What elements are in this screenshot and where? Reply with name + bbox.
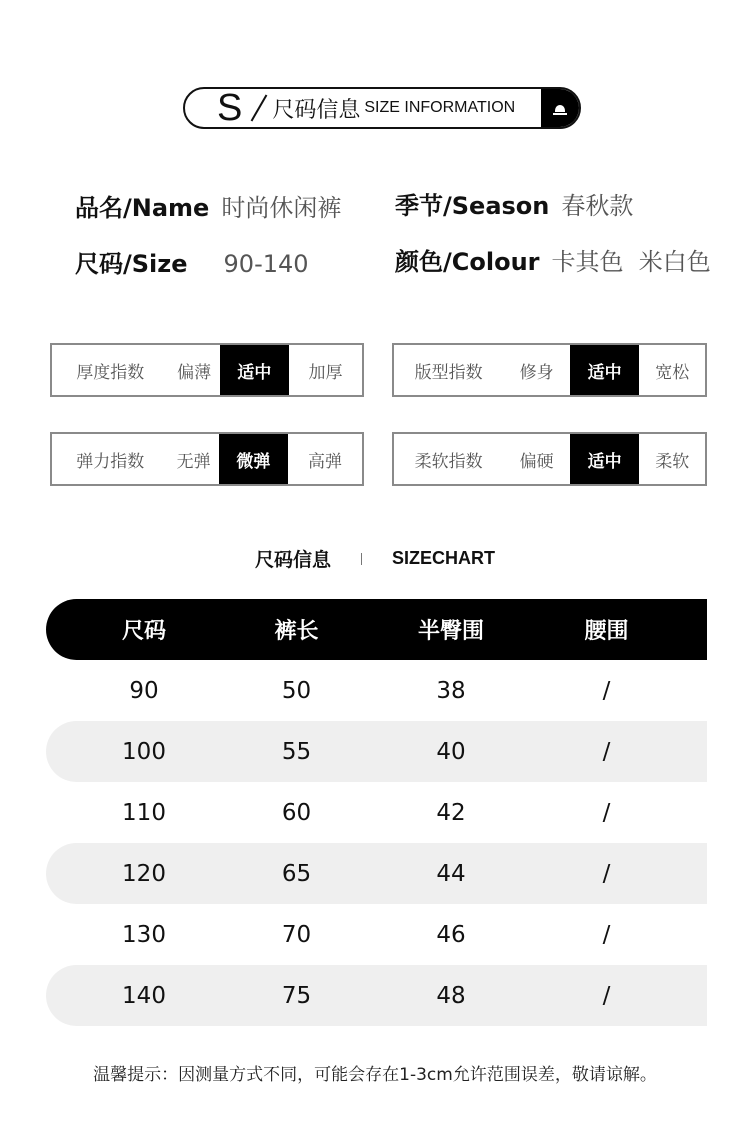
index-label: 厚度指数 [76,362,145,383]
slash-divider [251,95,268,122]
index-option: 修身 [519,362,554,383]
table-cell: 60 [281,799,312,826]
table-cell: 70 [281,921,312,948]
section-header [183,87,581,129]
table-row [46,843,707,904]
table-cell: 100 [122,738,166,765]
table-cell: / [602,799,611,826]
column-header-hip: 半臀围 [417,619,484,644]
table-cell: 130 [122,921,166,948]
index-option: 偏薄 [177,362,212,383]
index-option: 加厚 [308,362,343,383]
season-label: 季节/Season [395,192,550,220]
table-row [46,721,707,782]
index-option: 高弹 [307,451,342,472]
size-value: 90-140 [223,250,309,278]
table-cell: / [602,677,611,704]
table-header-row [46,599,707,660]
index-option: 柔软 [655,451,690,472]
info-season [395,186,633,221]
index-option-selected: 微弹 [219,434,288,484]
info-name [75,188,341,223]
table-cell: 65 [281,860,312,887]
index-option: 无弹 [176,451,211,472]
table-cell: 90 [129,677,159,704]
table-cell: 55 [281,738,312,765]
index-thickness [50,343,364,397]
table-cell: 48 [436,982,466,1009]
size-chart-title [0,545,750,572]
table-cell: 110 [122,799,166,826]
season-value: 春秋款 [561,192,634,220]
index-label: 版型指数 [414,362,483,383]
index-label: 柔软指数 [414,451,483,472]
table-cell: 140 [122,982,166,1009]
index-label: 弹力指数 [76,451,145,472]
header-letter: S [217,87,243,129]
table-cell: / [602,860,611,887]
index-option: 宽松 [655,362,690,383]
table-cell: 120 [122,860,166,887]
column-header-length: 裤长 [274,619,319,644]
index-option-selected: 适中 [570,434,640,484]
table-cell: 40 [436,738,466,765]
index-option-selected: 适中 [570,345,640,395]
index-option: 偏硬 [519,451,554,472]
colour-label: 颜色/Colour [395,248,540,276]
info-size [75,244,309,279]
column-header-waist: 腰围 [584,619,629,644]
name-label: 品名/Name [75,194,210,222]
column-header-size: 尺码 [121,619,166,644]
index-elasticity [50,432,364,486]
table-cell: 50 [281,677,312,704]
measurement-note: 温馨提示：因测量方式不同，可能会存在1-3cm允许范围误差，敬请谅解。 [93,1065,657,1085]
table-cell: 75 [281,982,312,1009]
index-option-selected: 适中 [220,345,289,395]
header-cn-title: 尺码信息 [272,97,361,123]
size-table [46,599,707,1026]
index-softness [392,432,707,486]
colour-value: 卡其色 米白色 [551,248,711,276]
table-row [46,660,707,721]
table-cell: / [602,982,611,1009]
header-en-title: SIZE INFORMATION [364,99,516,116]
chart-title-cn: 尺码信息 [254,549,331,571]
table-cell: 38 [436,677,466,704]
chart-title-en: SIZECHART [392,548,495,568]
table-cell: 46 [436,921,466,948]
table-cell: / [602,921,611,948]
index-fit [392,343,707,397]
name-value: 时尚休闲裤 [221,194,342,222]
table-cell: 44 [436,860,466,887]
table-cell: / [602,738,611,765]
table-cell: 42 [436,799,466,826]
info-colour [395,242,711,277]
title-divider [361,553,362,565]
table-row [46,904,707,965]
size-label: 尺码/Size [75,250,188,278]
ghost-icon [541,89,579,127]
table-row [46,965,707,1026]
table-row [46,782,707,843]
